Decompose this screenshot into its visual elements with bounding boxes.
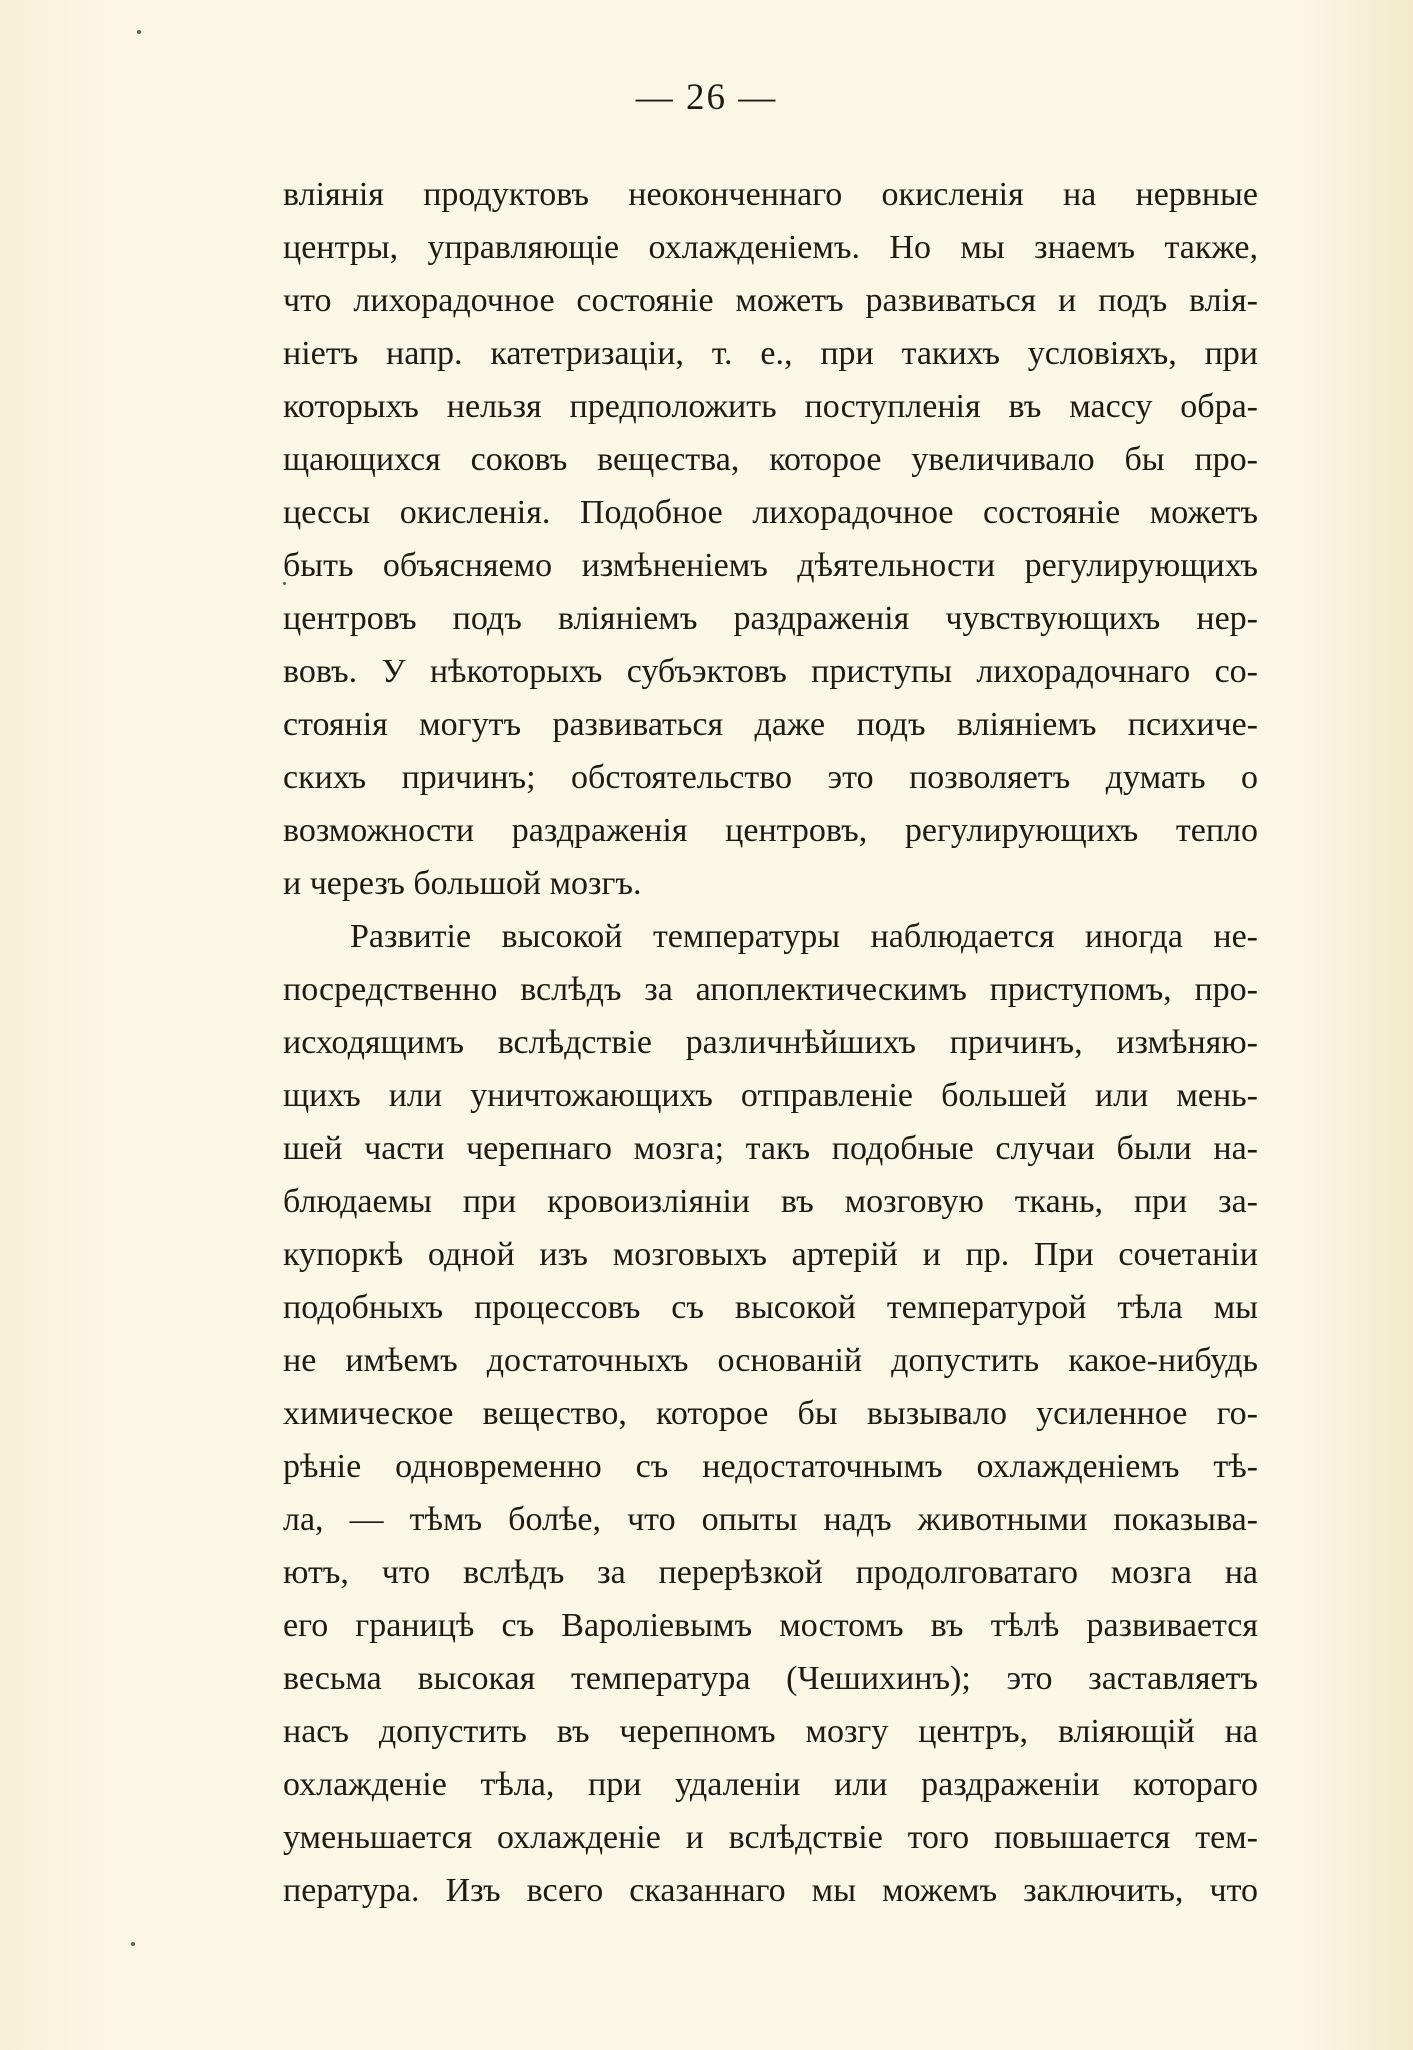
text-line: весьма высокая температура (Чешихинъ); это заставляетъ bbox=[283, 1660, 1258, 1697]
text-line: щающихся соковъ вещества, которое увеличивало бы про- bbox=[283, 441, 1258, 478]
page-number: — 26 — bbox=[635, 77, 778, 118]
text-line: что лихорадочное состояніе можетъ развиваться и подъ влія- bbox=[283, 282, 1258, 319]
text-line-paragraph-end: и черезъ большой мозгъ. bbox=[283, 865, 642, 902]
text-line: посредственно вслѣдъ за апоплектическимъ приступомъ, про- bbox=[283, 971, 1258, 1008]
text-line: подобныхъ процессовъ съ высокой температурой тѣла мы bbox=[283, 1289, 1258, 1326]
text-line: которыхъ нельзя предположить поступленія въ массу обра- bbox=[283, 388, 1258, 425]
ink-speck bbox=[137, 30, 141, 34]
text-line: купоркѣ одной изъ мозговыхъ артерій и пр. При сочетаніи bbox=[283, 1236, 1258, 1273]
text-line: скихъ причинъ; обстоятельство это позволяетъ думать о bbox=[283, 759, 1258, 796]
text-line: не имѣемъ достаточныхъ основаній допустить какое-нибудь bbox=[283, 1342, 1258, 1379]
text-line: центровъ подъ вліяніемъ раздраженія чувствующихъ нер- bbox=[283, 600, 1258, 637]
text-line: ніетъ напр. катетризаціи, т. е., при такихъ условіяхъ, при bbox=[283, 335, 1258, 372]
text-line: охлажденіе тѣла, при удаленіи или раздраженіи котораго bbox=[283, 1766, 1258, 1803]
text-line: щихъ или уничтожающихъ отправленіе большей или мень- bbox=[283, 1077, 1258, 1114]
text-line: ла, — тѣмъ болѣе, что опыты надъ животными показыва- bbox=[283, 1501, 1258, 1538]
text-line: уменьшается охлажденіе и вслѣдствіе того повышается тем- bbox=[283, 1819, 1258, 1856]
text-line: цессы окисленія. Подобное лихорадочное состояніе можетъ bbox=[283, 494, 1258, 531]
ink-speck bbox=[131, 1942, 135, 1946]
text-line: насъ допустить въ черепномъ мозгу центръ, вліяющій на bbox=[283, 1713, 1258, 1750]
text-line: вовъ. У нѣкоторыхъ субъэктовъ приступы лихорадочнаго со- bbox=[283, 653, 1258, 690]
text-line: возможности раздраженія центровъ, регулирующихъ тепло bbox=[283, 812, 1258, 849]
text-line: ютъ, что вслѣдъ за перерѣзкой продолговатаго мозга на bbox=[283, 1554, 1258, 1591]
text-line: центры, управляющіе охлажденіемъ. Но мы знаемъ также, bbox=[283, 229, 1258, 266]
text-line: пература. Изъ всего сказаннаго мы можемъ заключить, что bbox=[283, 1872, 1258, 1909]
text-line: шей части черепнаго мозга; такъ подобные случаи были на- bbox=[283, 1130, 1258, 1167]
text-line: вліянія продуктовъ неоконченнаго окисленія на нервные bbox=[283, 176, 1258, 213]
text-line: быть объясняемо измѣненіемъ дѣятельности регулирующихъ bbox=[283, 547, 1258, 584]
text-line: блюдаемы при кровоизліяніи въ мозговую ткань, при за- bbox=[283, 1183, 1258, 1220]
text-line: его границѣ съ Вароліевымъ мостомъ въ тѣлѣ развивается bbox=[283, 1607, 1258, 1644]
text-line-paragraph-start: Развитіе высокой температуры наблюдается иногда не- bbox=[350, 918, 1258, 955]
body-text bbox=[283, 168, 1258, 1917]
text-line: исходящимъ вслѣдствіе различнѣйшихъ причинъ, измѣняю- bbox=[283, 1024, 1258, 1061]
text-line: рѣніе одновременно съ недостаточнымъ охлажденіемъ тѣ- bbox=[283, 1448, 1258, 1485]
text-line: химическое вещество, которое бы вызывало усиленное го- bbox=[283, 1395, 1258, 1432]
text-line: стоянія могутъ развиваться даже подъ вліяніемъ психиче- bbox=[283, 706, 1258, 743]
